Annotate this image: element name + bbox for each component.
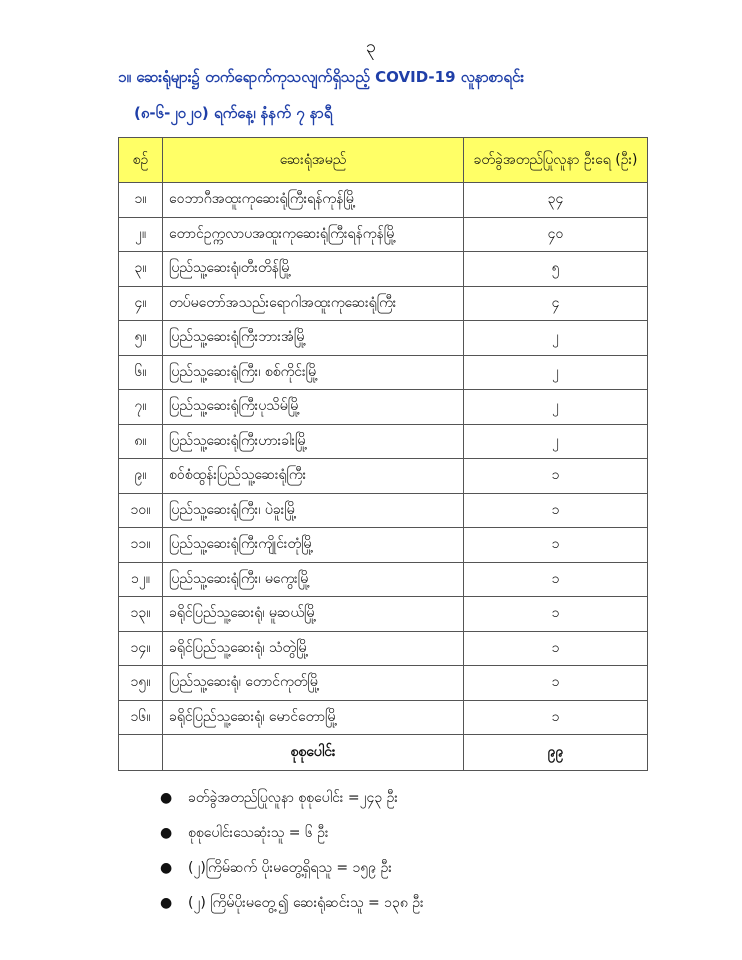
row-hospital: တောင်ဥက္ကလာပအထူးကုဆေးရုံကြီးရန်ကုန်မြို့ — [163, 217, 464, 252]
row-hospital: ပြည်သူ့ဆေးရုံ၊တီးတိန်မြို့ — [163, 252, 464, 287]
row-count: ၂ — [464, 424, 648, 459]
row-number: ၁၁။ — [119, 528, 163, 563]
row-hospital: ပြည်သူ့ဆေးရုံကြီးပုသိမ်မြို့ — [163, 390, 464, 425]
row-hospital: ပြည်သူ့ဆေးရုံကြီး၊ ပဲခူးမြို့ — [163, 493, 464, 528]
header-count: ခတ်ခွဲအတည်ပြုလူနာ ဦးရေ (ဦး) — [464, 138, 648, 183]
row-number: ၁၆။ — [119, 700, 163, 735]
row-hospital: စဝ်စံထွန်းပြည်သူ့ဆေးရုံကြီး — [163, 459, 464, 494]
row-number: ၅။ — [119, 321, 163, 356]
table-row — [119, 597, 648, 632]
note-text: (၂) ကြိမ်ပိုးမတွေ့၍ ဆေးရုံဆင်းသူ = ၁၃၈ ဦး — [188, 895, 424, 911]
note-text: စုစုပေါင်းသေဆုံးသူ = ၆ ဦး — [188, 825, 329, 841]
row-number: ၉။ — [119, 459, 163, 494]
row-hospital: ပြည်သူ့ဆေးရုံ၊ တောင်ကုတ်မြို့ — [163, 666, 464, 701]
row-count: ၁ — [464, 562, 648, 597]
table-row — [119, 424, 648, 459]
page-title: ၁။ ဆေးရုံများ၌ တက်ရောက်ကုသလျက်ရှိသည့် COVID-19 လူနာစာရင်း — [118, 68, 525, 86]
table-row — [119, 252, 648, 287]
bullet-icon: ● — [160, 790, 173, 806]
row-number: ၄။ — [119, 286, 163, 321]
total-empty-cell — [119, 735, 163, 771]
row-count: ၁ — [464, 631, 648, 666]
row-count: ၂ — [464, 390, 648, 425]
table-row — [119, 286, 648, 321]
row-count: ၅ — [464, 252, 648, 287]
table-row — [119, 562, 648, 597]
row-number: ၇။ — [119, 390, 163, 425]
row-count: ၄ — [464, 286, 648, 321]
table-row — [119, 666, 648, 701]
table-row — [119, 459, 648, 494]
row-hospital: ပြည်သူ့ဆေးရုံကြီးဟားခါးမြို့ — [163, 424, 464, 459]
note-item — [160, 821, 424, 856]
row-number: ၁၀။ — [119, 493, 163, 528]
table-row — [119, 493, 648, 528]
table-row — [119, 183, 648, 218]
note-text: (၂)ကြိမ်ဆက် ပိုးမတွေ့ရှိရသူ = ၁၅၉ ဦး — [188, 860, 392, 876]
row-number: ၃။ — [119, 252, 163, 287]
row-hospital: ပြည်သူ့ဆေးရုံကြီးကျိုင်းတုံမြို့ — [163, 528, 464, 563]
bullet-icon: ● — [160, 825, 173, 841]
row-number: ၆။ — [119, 355, 163, 390]
row-count: ၂ — [464, 321, 648, 356]
row-hospital: တပ်မတော်အသည်းရောဂါအထူးကုဆေးရုံကြီး — [163, 286, 464, 321]
row-number: ၁၂။ — [119, 562, 163, 597]
row-hospital: ဝေဘာဂီအထူးကုဆေးရုံကြီးရန်ကုန်မြို့ — [163, 183, 464, 218]
row-hospital: ပြည်သူ့ဆေးရုံကြီး၊ စစ်ကိုင်းမြို့ — [163, 355, 464, 390]
table-header-row — [119, 138, 648, 183]
header-hospital: ဆေးရုံအမည် — [163, 138, 464, 183]
row-number: ၁။ — [119, 183, 163, 218]
table-row — [119, 528, 648, 563]
table-row — [119, 217, 648, 252]
summary-notes — [160, 786, 424, 926]
row-count: ၄၀ — [464, 217, 648, 252]
note-text: ခတ်ခွဲအတည်ပြုလူနာ စုစုပေါင်း =၂၄၃ ဦး — [188, 790, 398, 806]
total-value: ၉၉ — [464, 735, 648, 771]
table-row — [119, 390, 648, 425]
row-hospital: ပြည်သူ့ဆေးရုံကြီးဘားအံမြို့ — [163, 321, 464, 356]
row-hospital: ခရိုင်ပြည်သူ့ဆေးရုံ၊ သံတွဲမြို့ — [163, 631, 464, 666]
row-count: ၁ — [464, 597, 648, 632]
bullet-icon: ● — [160, 860, 173, 876]
row-hospital: ခရိုင်ပြည်သူ့ဆေးရုံ၊ မူဆယ်မြို့ — [163, 597, 464, 632]
page-subtitle: (၈-၆-၂၀၂၀) ရက်နေ့၊ နံနက် ၇ နာရီ — [134, 104, 333, 122]
row-number: ၁၃။ — [119, 597, 163, 632]
table-row — [119, 355, 648, 390]
total-label: စုစုပေါင်း — [163, 735, 464, 771]
hospital-cases-table — [118, 137, 648, 771]
row-count: ၃၄ — [464, 183, 648, 218]
row-number: ၈။ — [119, 424, 163, 459]
row-number: ၁၄။ — [119, 631, 163, 666]
row-count: ၁ — [464, 528, 648, 563]
note-item — [160, 786, 424, 821]
row-count: ၁ — [464, 493, 648, 528]
note-item — [160, 891, 424, 926]
table-row — [119, 631, 648, 666]
row-count: ၁ — [464, 700, 648, 735]
row-count: ၁ — [464, 459, 648, 494]
row-hospital: ခရိုင်ပြည်သူ့ဆေးရုံ၊ မောင်တောမြို့ — [163, 700, 464, 735]
note-item — [160, 856, 424, 891]
row-count: ၁ — [464, 666, 648, 701]
row-hospital: ပြည်သူ့ဆေးရုံကြီး၊ မကွေးမြို့ — [163, 562, 464, 597]
page-number: ၃ — [365, 36, 377, 57]
table-row — [119, 321, 648, 356]
row-count: ၂ — [464, 355, 648, 390]
row-number: ၁၅။ — [119, 666, 163, 701]
row-number: ၂။ — [119, 217, 163, 252]
total-row — [119, 735, 648, 771]
table-row — [119, 700, 648, 735]
bullet-icon: ● — [160, 895, 173, 911]
header-no: စဉ် — [119, 138, 163, 183]
